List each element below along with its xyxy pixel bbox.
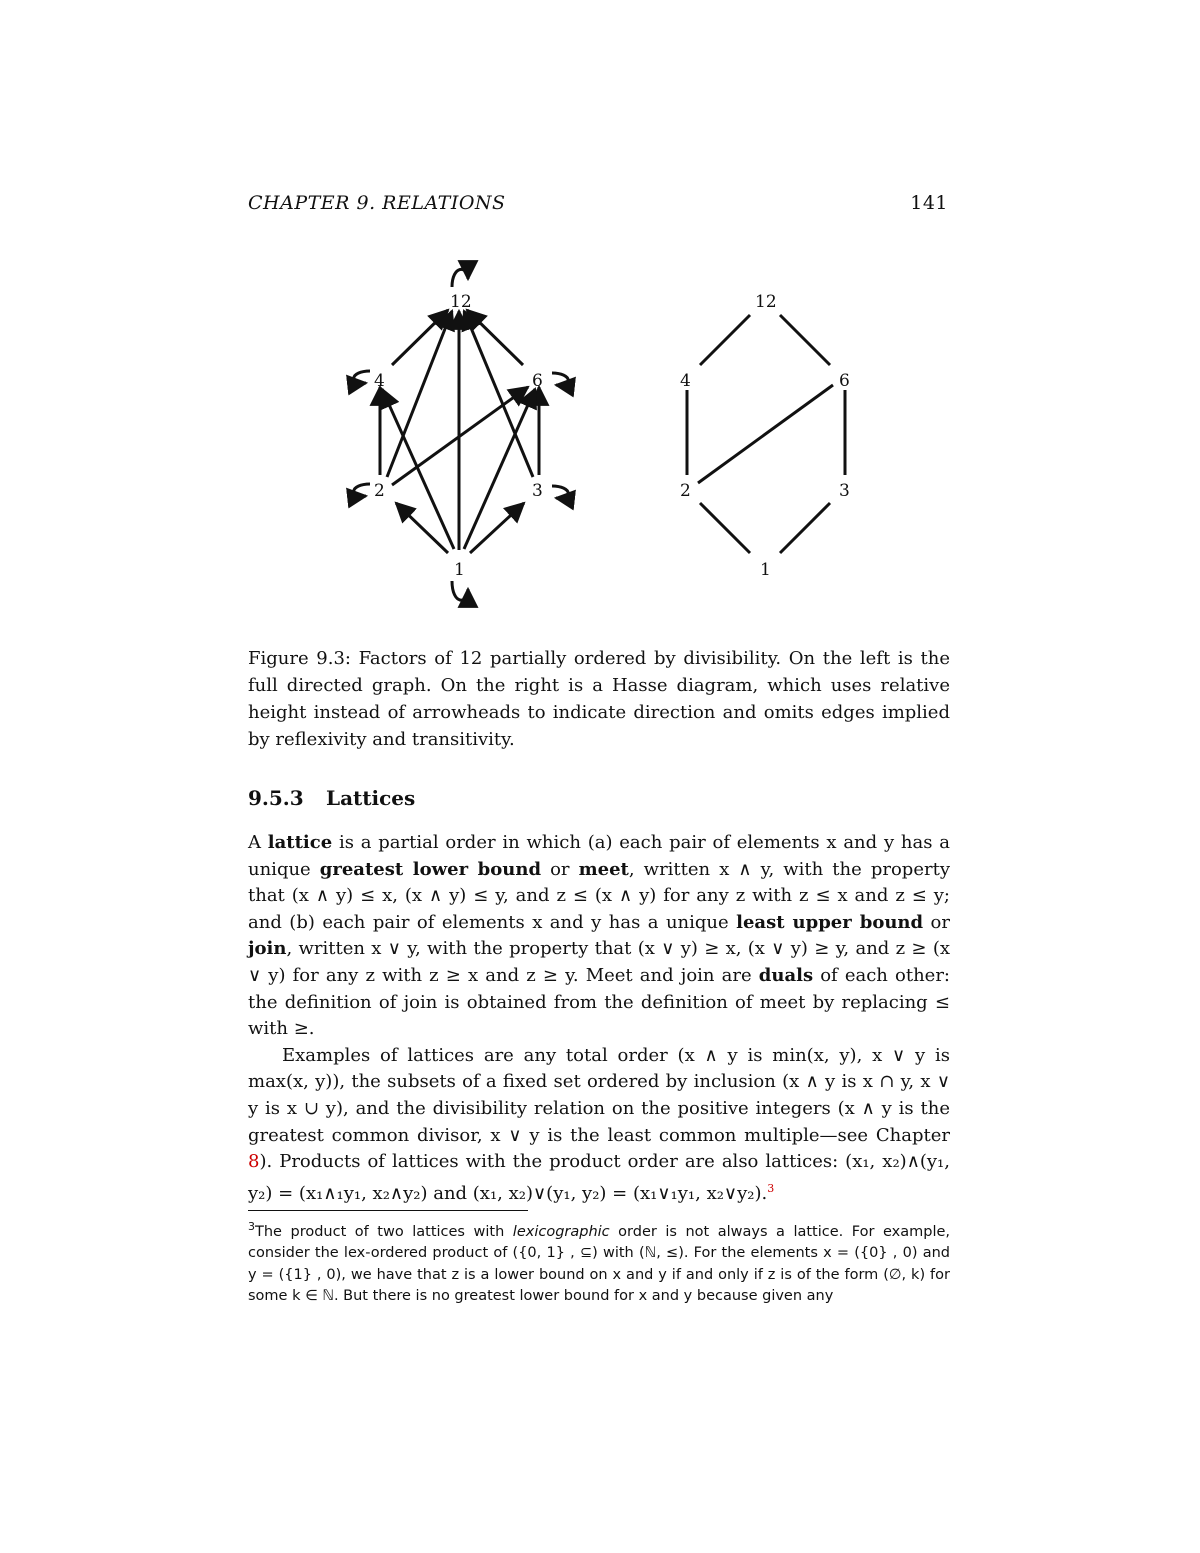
node-2-left: 2 <box>374 481 385 501</box>
footnote-link[interactable]: 3 <box>767 1181 775 1195</box>
term-duals: duals <box>758 964 814 986</box>
node-6-left: 6 <box>532 371 543 391</box>
text: or <box>541 858 579 880</box>
text: of each other: the definition of join is obtained from the definition of meet by replacing ≤ with ≥. <box>248 964 950 1040</box>
term-lattice: lattice <box>267 832 333 853</box>
divisibility-graphs <box>330 255 870 615</box>
term-glb: greatest lower bound <box>319 858 542 880</box>
text: Examples of lattices are any total order (x ∧ y is min(x, y), x ∨ y is max(x, y)), the subsets of a fixed set ordered by inclusion (x ∧ y is x ∩ y, x ∨ y is x ∪ y), and the divisibility relation on the positive integers (x ∧ y is the greatest common divisor, x ∨ y is the least common multiple—see Chapter <box>248 1044 950 1146</box>
node-3-right: 3 <box>839 481 850 501</box>
node-2-right: 2 <box>680 481 691 501</box>
text: , written x ∧ y, with the property that (x ∧ y) ≤ x, (x ∧ y) ≤ y, and z ≤ (x ∧ y) for any z with z ≤ x and z ≤ y; and (b) each pair of elements x and y has a unique <box>248 858 950 933</box>
section-number: 9.5.3 <box>248 786 304 810</box>
body-text <box>248 830 950 1207</box>
node-3-left: 3 <box>532 481 543 501</box>
text: or <box>923 911 950 933</box>
figure-caption: Figure 9.3: Factors of 12 partially ordered by divisibility. On the left is the full directed graph. On the right is a Hasse diagram, which uses relative height instead of arrowheads to indicate direction and omits edges implied by reflexivity and transitivity. <box>248 648 950 750</box>
section-title: Lattices <box>326 786 416 810</box>
section-heading <box>248 786 415 810</box>
node-12-left: 12 <box>450 292 472 312</box>
text: ). Products of lattices with the product order are also lattices: (x₁, x₂)∧(y₁, y₂) = (x₁∧₁y₁, x₂∧y₂) and (x₁, x₂)∨(y₁, y₂) = (x₁∨₁y₁, x₂∨y₂). <box>248 1151 950 1204</box>
footnote <box>248 1216 950 1308</box>
text: The product of two lattices with <box>255 1223 513 1240</box>
running-header <box>248 192 948 220</box>
hasse-diagram <box>687 315 845 553</box>
term-lub: least upper bound <box>736 911 924 933</box>
term-meet: meet <box>578 858 629 880</box>
node-12-right: 12 <box>755 292 777 312</box>
footnote-mark: 3 <box>248 1220 255 1233</box>
node-6-right: 6 <box>839 371 850 391</box>
chapter-link[interactable]: 8 <box>248 1151 260 1173</box>
node-1-right: 1 <box>760 560 771 580</box>
directed-graph <box>354 269 569 600</box>
text: is a partial order in which (a) each pair of elements x and y has a unique <box>248 832 950 880</box>
node-4-right: 4 <box>680 371 691 391</box>
figure-9-3 <box>330 255 870 615</box>
footnote-rule <box>248 1210 528 1211</box>
text: , written x ∨ y, with the property that (x ∨ y) ≥ x, (x ∨ y) ≥ y, and z ≥ (x ∨ y) for any z with z ≥ x and z ≥ y. Meet and join are <box>248 938 950 986</box>
node-4-left: 4 <box>374 371 385 391</box>
text: order is not always a lattice. For example, consider the lex-ordered product of ({0, 1} , ⊆) with (ℕ, ≤). For the elements x = ({0} , 0) and y = ({1} , 0), we have that z is a lower bound on x and y if and only if z is of the form (∅, k) for some k ∈ ℕ. But there is no greatest lower bound for x and y because given any <box>248 1223 950 1305</box>
chapter-title: CHAPTER 9. RELATIONS <box>248 192 506 214</box>
paragraph-lattice-examples <box>248 1043 950 1208</box>
emphasis: lexicographic <box>512 1223 610 1240</box>
paragraph-lattice-definition <box>248 830 950 1043</box>
page-number: 141 <box>910 192 948 214</box>
term-join: join <box>248 938 287 960</box>
text: A <box>248 832 268 853</box>
node-1-left: 1 <box>454 560 465 580</box>
